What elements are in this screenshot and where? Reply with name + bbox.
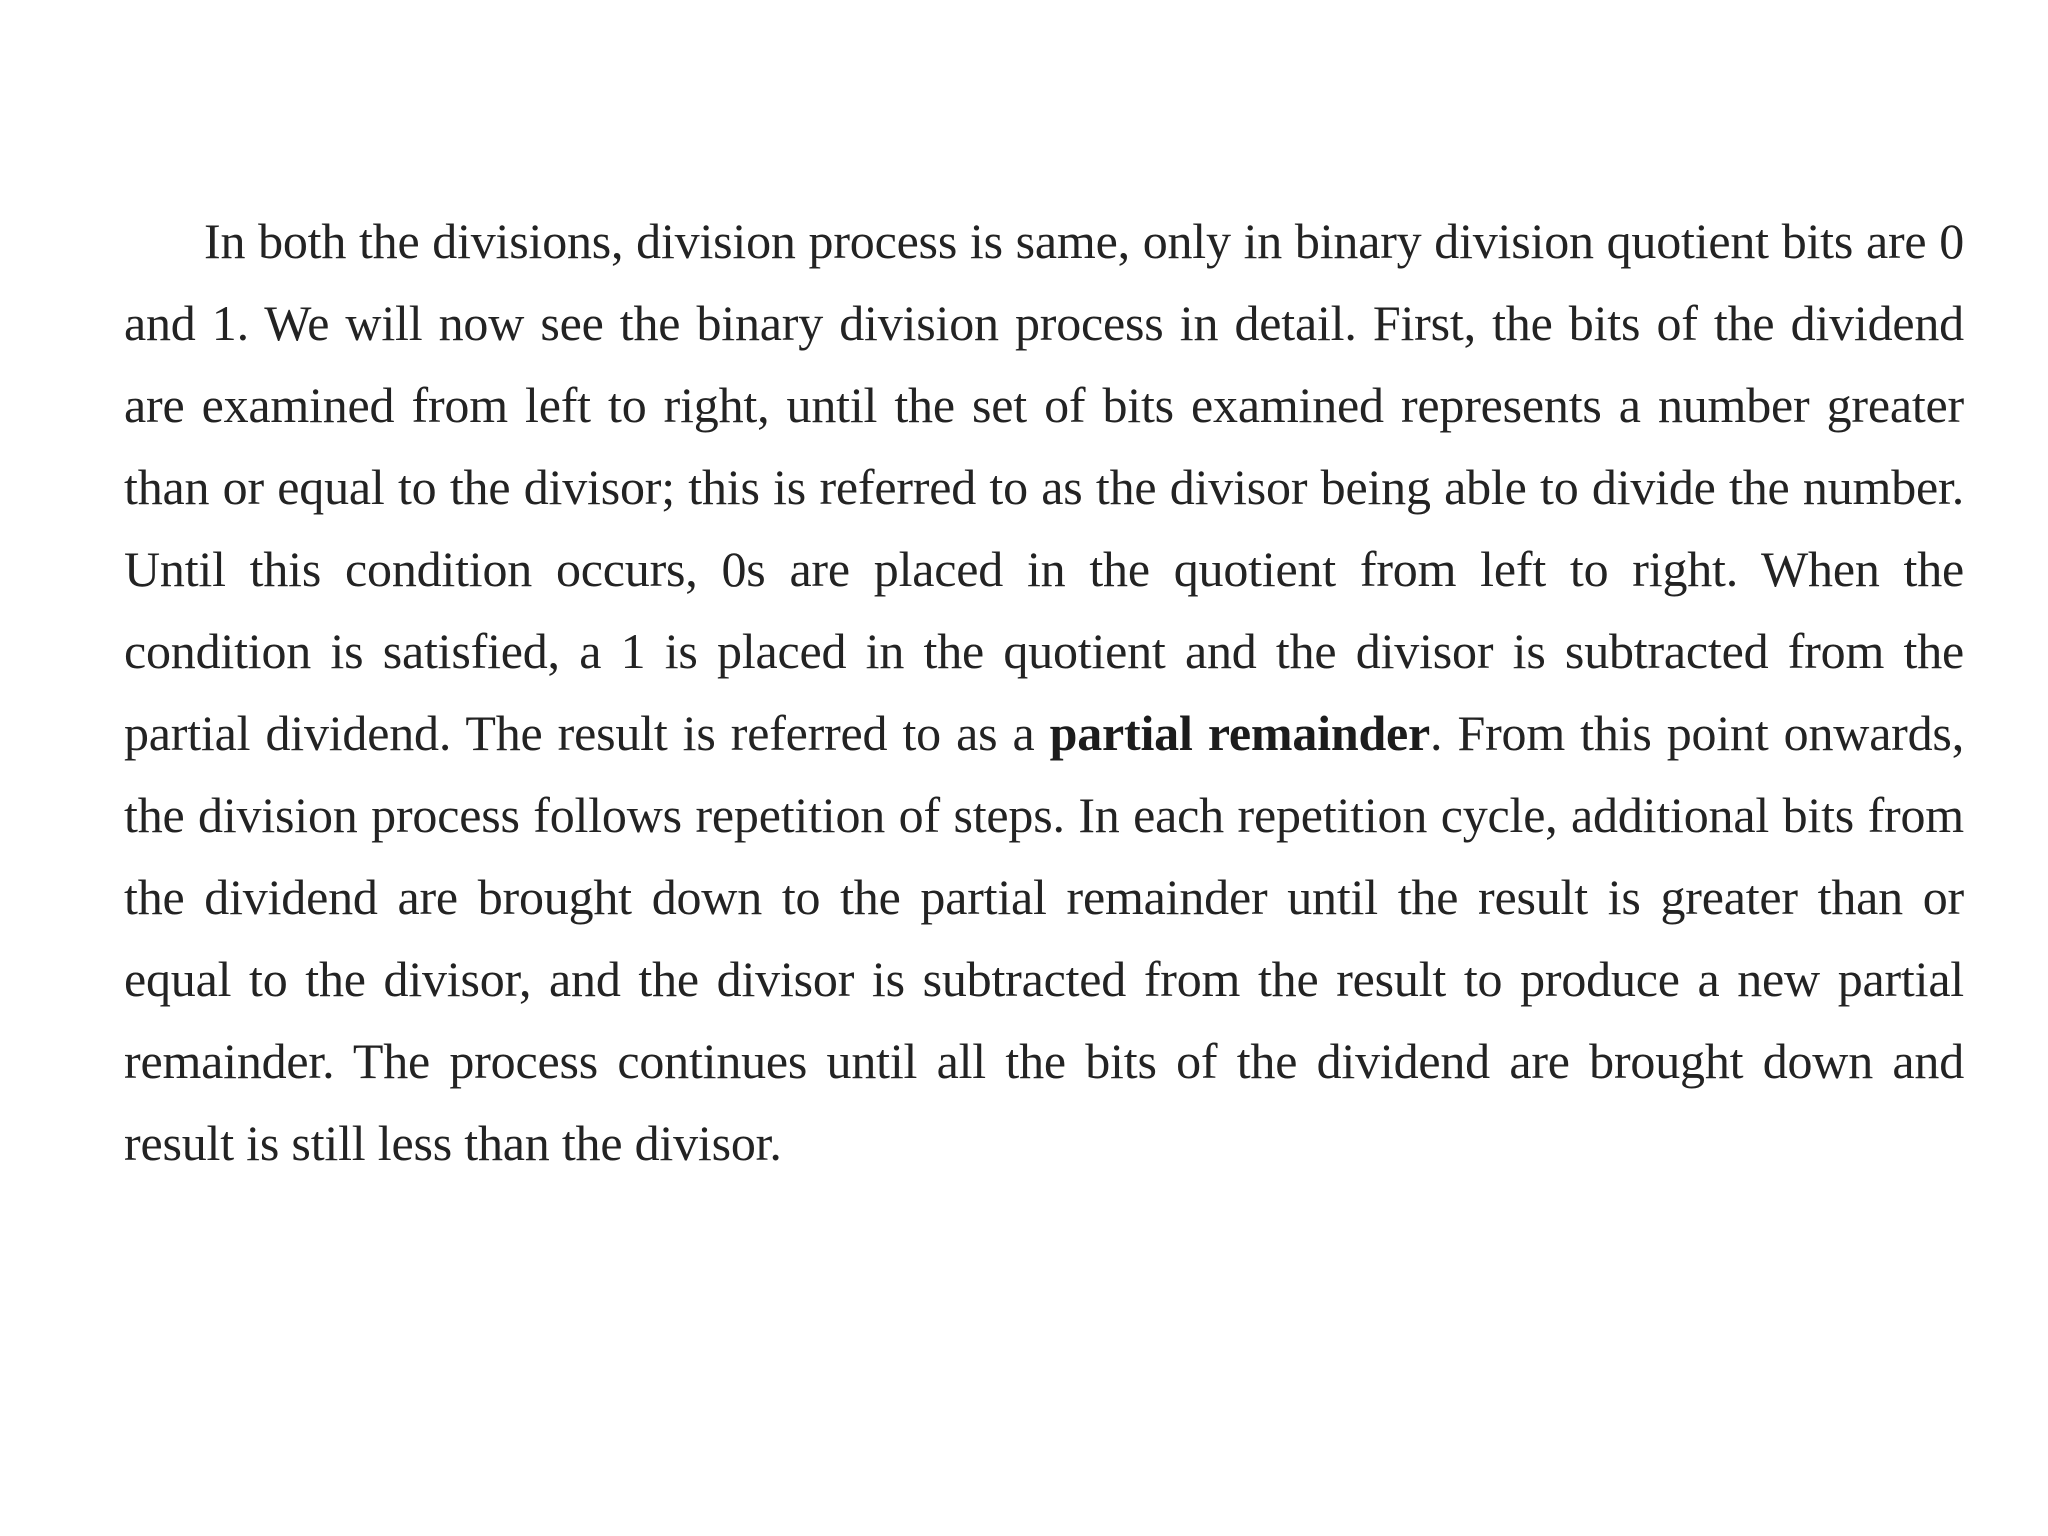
body-paragraph: [124, 200, 1964, 1184]
paragraph-text-part2: . From this point onwards, the division process follows repetition of steps. In each repetition cycle, additional bits from the dividend are brought down to the partial remainder until the result is greater than or equal to the divisor, and the divisor is subtracted from the result to produce a new partial remainder. The process continues until all the bits of the dividend are brought down and result is still less than the divisor.: [124, 705, 1964, 1171]
paragraph-text-part1: In both the divisions, division process is same, only in binary division quotient bits are 0 and 1. We will now see the binary division process in detail. First, the bits of the dividend are examined from left to right, until the set of bits examined represents a number greater than or equal to the divisor; this is referred to as the divisor being able to divide the number. Until this condition occurs, 0s are placed in the quotient from left to right. When the condition is satisfied, a 1 is placed in the quotient and the divisor is subtracted from the partial dividend. The result is referred to as a: [124, 213, 1964, 761]
bold-term-partial-remainder: partial remainder: [1049, 705, 1431, 761]
